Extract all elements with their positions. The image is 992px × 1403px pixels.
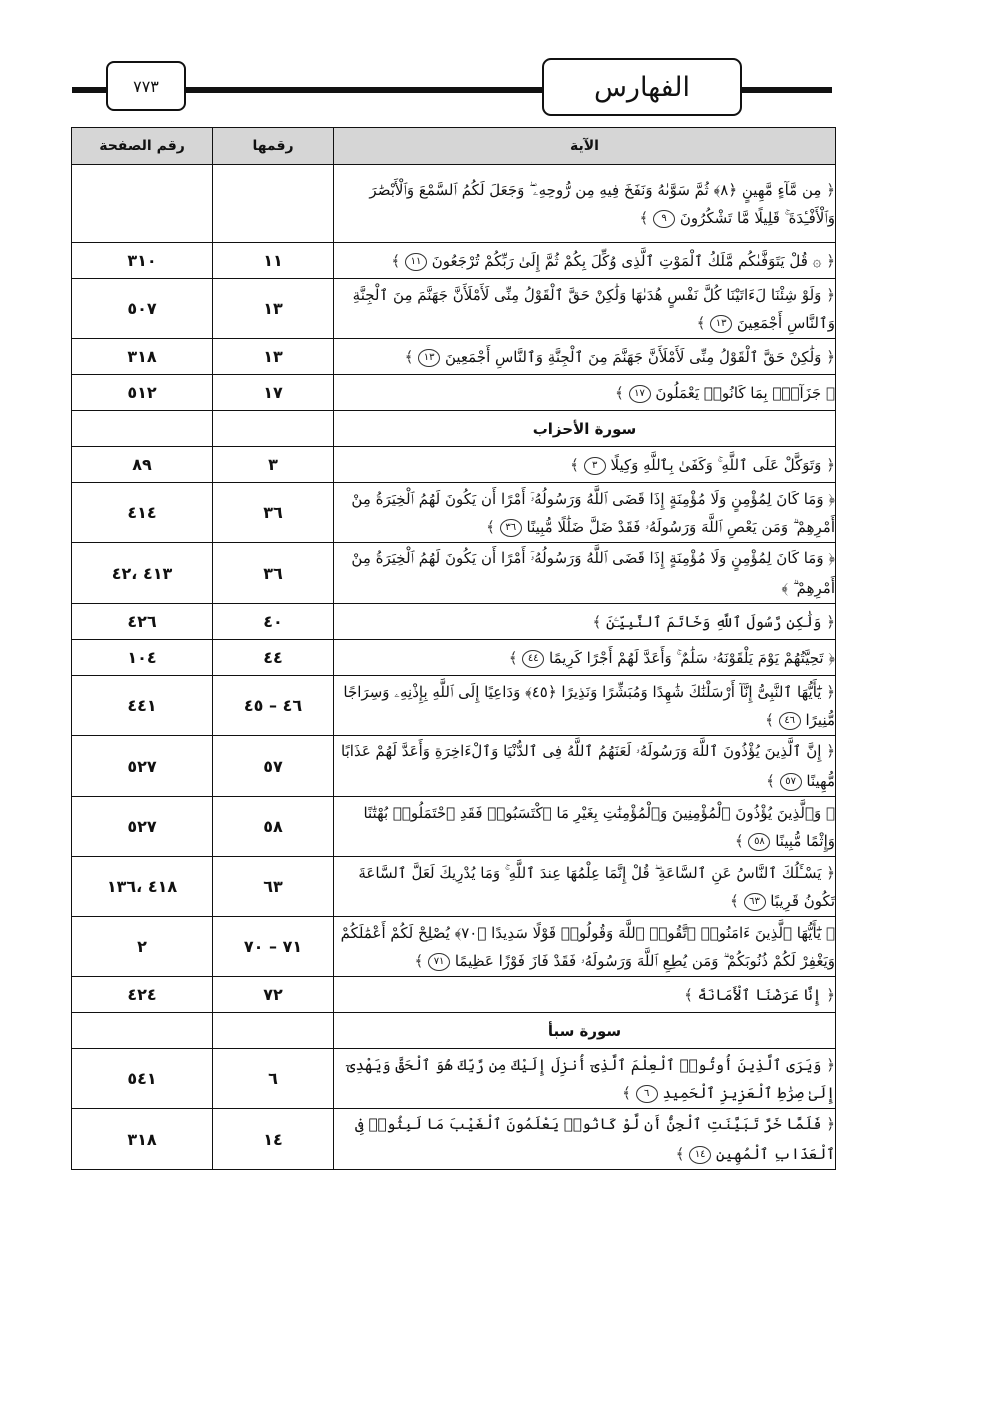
verse-number-marker: ٩ [653,210,675,228]
verse-text: وَلَوْ شِئْنَا لَءَاتَيْنَا كُلَّ نَفْسٍ هُدَىٰهَا وَلَٰكِنْ حَقَّ ٱلْقَوْلُ مِنِّى لَأَمْلَأَنَّ جَهَنَّمَ مِنَ ٱلْجِنَّةِ وَٱلنَّاسِ أَجْمَعِينَ [352,285,835,332]
cell-ayah [334,375,836,411]
open-bracket-icon: ﴿ [821,863,835,882]
cell-number: ٣ [213,447,334,483]
cell-number [213,1013,334,1049]
close-bracket-icon: ﴾ [508,648,523,667]
page-title: الفهارس [542,58,742,116]
cell-number: ١١ [213,243,334,279]
close-bracket-icon: ﴾ [639,208,654,227]
cell-page: ٤٢٦ [72,604,213,640]
cell-number: ١٤ [213,1109,334,1170]
cell-ayah [334,797,836,857]
table-row [72,483,836,543]
table-row [72,1049,836,1109]
open-bracket-icon: ﴿ [821,682,835,701]
table-header-row [72,128,836,165]
table-row [72,339,836,375]
cell-number: ٦ [213,1049,334,1109]
open-bracket-icon: ﴿ [821,285,835,304]
cell-ayah [334,543,836,604]
open-bracket-icon: ﴿ [821,612,835,631]
column-header-ayah: الآية [334,128,836,165]
verse-number-marker: ٣ [584,457,606,475]
cell-page [72,411,213,447]
open-bracket-icon: ﴿ [821,923,835,942]
table-row [72,279,836,339]
column-header-page: رقم الصفحة [72,128,213,165]
cell-page: ٢ [72,917,213,977]
verse-text: ۞ قُلْ يَتَوَفَّىٰكُم مَّلَكُ ٱلْمَوْتِ ٱلَّذِى وُكِّلَ بِكُمْ ثُمَّ إِلَىٰ رَبِّكُمْ تُرْجَعُونَ [431,251,822,270]
cell-ayah [334,857,836,917]
table-row [72,797,836,857]
cell-number [213,165,334,243]
cell-ayah [334,676,836,736]
cell-page [72,165,213,243]
close-bracket-icon: ﴾ [486,517,500,536]
cell-number: ٣٦ [213,483,334,543]
cell-number: ٤٤ [213,640,334,676]
open-bracket-icon: ﴿ [821,1115,835,1133]
open-bracket-icon: ﴿ [821,251,835,270]
close-bracket-icon: ﴾ [684,985,698,1004]
verse-number-marker: ١٤ [689,1146,711,1164]
cell-ayah [334,1109,836,1170]
table-row [72,857,836,917]
cell-ayah [334,339,836,375]
cell-ayah [334,243,836,279]
cell-ayah [334,604,836,640]
cell-number: ١٧ [213,375,334,411]
close-bracket-icon: ﴾ [622,1083,636,1102]
surah-heading: سورة الأحزاب [334,411,836,447]
open-bracket-icon: ﴿ [821,455,835,474]
table-row [72,1109,836,1170]
verse-text: إِنَّا عَرَضْنَا ٱلْأَمَانَةَ [697,985,822,1004]
close-bracket-icon: ﴾ [414,951,429,970]
verse-number-marker: ١١ [405,253,427,271]
table-row [72,917,836,977]
verse-text: وَلَٰكِن رَّسُولَ ٱللَّهِ وَخَاتَمَ ٱلنَّبِيِّـۧنَ [606,612,822,631]
close-bracket-icon: ﴾ [696,313,711,332]
verse-number-marker: ٥٧ [780,773,802,791]
cell-page: ٥٢٧ [72,736,213,797]
verse-text: وَمَا كَانَ لِمُؤْمِنٍ وَلَا مُؤْمِنَةٍ إِذَا قَضَى ٱللَّهُ وَرَسُولُهُۥٓ أَمْرًا أَن يَكُونَ لَهُمُ ٱلْخِيَرَةُ مِنْ أَمْرِهِمْ ۗ وَمَن يَعْصِ ٱللَّهَ وَرَسُولَهُۥ فَقَدْ ضَلَّ ضَلَٰلًا مُّبِينًا [351,489,835,536]
verse-text: وَتَوَكَّلْ عَلَى ٱللَّهِ ۚ وَكَفَىٰ بِٱللَّهِ وَكِيلًا [610,455,822,474]
cell-ayah [334,736,836,797]
cell-number: ٧١ – ٧٠ [213,917,334,977]
cell-page: ٣١٨ [72,1109,213,1170]
cell-page: ٨٩ [72,447,213,483]
cell-number: ٤٠ [213,604,334,640]
close-bracket-icon: ﴾ [765,710,779,729]
cell-page: ٤١٣ ،٤٢ [72,543,213,604]
verse-number-marker: ٤٤ [522,650,544,668]
cell-ayah [334,640,836,676]
close-bracket-icon: ﴾ [781,579,793,597]
cell-number: ٥٧ [213,736,334,797]
close-bracket-icon: ﴾ [404,347,419,366]
cell-page: ٤١٨ ،١٣٦ [72,857,213,917]
table-row [72,604,836,640]
close-bracket-icon: ﴾ [729,891,744,910]
verse-number-marker: ٣٦ [500,519,522,537]
cell-number: ٣٦ [213,543,334,604]
close-bracket-icon: ﴾ [675,1145,690,1163]
verse-text: يَٰٓأَيُّهَا ٱلنَّبِىُّ إِنَّآ أَرْسَلْنَٰكَ شَٰهِدًا وَمُبَشِّرًا وَنَذِيرًا ﴿٤٥﴾ وَدَاعِيًا إِلَى ٱللَّهِ بِإِذْنِهِۦ وَسِرَاجًا مُّنِيرًا [343,682,835,729]
table-row [72,736,836,797]
verse-text: وَلَٰكِنْ حَقَّ ٱلْقَوْلُ مِنِّى لَأَمْلَأَنَّ جَهَنَّمَ مِنَ ٱلْجِنَّةِ وَٱلنَّاسِ أَجْمَعِينَ [444,347,822,366]
verse-number-marker: ١٧ [629,385,651,403]
verse-number-marker: ٦ [636,1085,658,1103]
verse-text: مِن مَّآءٍ مَّهِينٍ ﴿٨﴾ ثُمَّ سَوَّىٰهُ وَنَفَخَ فِيهِ مِن رُّوحِهِۦ ۖ وَجَعَلَ لَكُمُ ٱلسَّمْعَ وَٱلْأَبْصَٰرَ وَٱلْأَفْـِٔدَةَ ۚ قَلِيلًا مَّا تَشْكُرُونَ [369,180,835,227]
table-row [72,977,836,1013]
open-bracket-icon: ﴿ [823,489,835,508]
cell-page: ٣١٠ [72,243,213,279]
cell-page: ٤١٤ [72,483,213,543]
cell-ayah [334,917,836,977]
cell-ayah [334,279,836,339]
open-bracket-icon: ﴿ [821,180,835,199]
cell-number: ١٣ [213,339,334,375]
close-bracket-icon: ﴾ [734,831,749,850]
cell-page: ١٠٤ [72,640,213,676]
table-row [72,640,836,676]
column-header-number: رقمها [213,128,334,165]
close-bracket-icon: ﴾ [570,455,584,474]
cell-number: ٧٢ [213,977,334,1013]
verse-number-marker: ١٣ [710,315,732,333]
verse-text: وَٱلَّذِينَ يُؤْذُونَ ٱلْمُؤْمِنِينَ وَٱلْمُؤْمِنَٰتِ بِغَيْرِ مَا ٱكْتَسَبُوا۟ فَقَدِ ٱحْتَمَلُوا۟ بُهْتَٰنًا وَإِثْمًا مُّبِينًا [363,803,835,850]
verse-number-marker: ١٣ [418,349,440,367]
cell-number: ٤٦ – ٤٥ [213,676,334,736]
verse-text: وَيَرَى ٱلَّذِينَ أُوتُوا۟ ٱلْعِلْمَ ٱلَّذِىٓ أُنزِلَ إِلَيْكَ مِن رَّبِّكَ هُوَ ٱلْحَقَّ وَيَهْدِىٓ إِلَىٰ صِرَٰطِ ٱلْعَزِيزِ ٱلْحَمِيدِ [346,1055,835,1102]
verse-text: تَحِيَّتُهُمْ يَوْمَ يَلْقَوْنَهُۥ سَلَٰمٌ ۚ وَأَعَدَّ لَهُمْ أَجْرًا كَرِيمًا [549,648,824,667]
cell-number [213,411,334,447]
cell-page: ٤٢٤ [72,977,213,1013]
verse-text: فَلَمَّا خَرَّ تَبَيَّنَتِ ٱلْجِنُّ أَن لَّوْ كَانُوا۟ يَعْلَمُونَ ٱلْغَيْبَ مَا لَبِثُوا۟ فِى ٱلْعَذَابِ ٱلْمُهِينِ [355,1115,835,1163]
cell-page [72,1013,213,1049]
cell-page: ٤٤١ [72,676,213,736]
cell-ayah [334,447,836,483]
open-bracket-icon: ﴿ [821,347,835,366]
verse-text: يَسْـَٔلُكَ ٱلنَّاسُ عَنِ ٱلسَّاعَةِ ۖ قُلْ إِنَّمَا عِلْمُهَا عِندَ ٱللَّهِ ۚ وَمَا يُدْرِيكَ لَعَلَّ ٱلسَّاعَةَ تَكُونُ قَرِيبًا [358,863,835,910]
verse-number-marker: ٧١ [428,953,450,971]
verse-number-marker: ٥٨ [748,833,770,851]
cell-page: ٥١٢ [72,375,213,411]
table-row [72,243,836,279]
table-row [72,676,836,736]
page-number: ٧٧٣ [106,61,186,111]
close-bracket-icon: ﴾ [766,772,780,790]
cell-number: ٥٨ [213,797,334,857]
cell-page: ٣١٨ [72,339,213,375]
table-row [72,543,836,604]
verse-text: وَمَا كَانَ لِمُؤْمِنٍ وَلَا مُؤْمِنَةٍ إِذَا قَضَى ٱللَّهُ وَرَسُولُهُۥٓ أَمْرًا أَن يَكُونَ لَهُمُ ٱلْخِيَرَةُ مِنْ أَمْرِهِمْ ۗ [351,549,835,597]
open-bracket-icon: ﴿ [821,383,835,402]
surah-heading: سورة سبأ [334,1013,836,1049]
cell-number: ٦٣ [213,857,334,917]
table-row [72,447,836,483]
table-row [72,165,836,243]
verse-text: إِنَّ ٱلَّذِينَ يُؤْذُونَ ٱللَّهَ وَرَسُولَهُۥ لَعَنَهُمُ ٱللَّهُ فِى ٱلدُّنْيَا وَٱلْءَاخِرَةِ وَأَعَدَّ لَهُمْ عَذَابًا مُّهِينًا [341,742,835,790]
surah-heading-row [72,411,836,447]
cell-ayah [334,977,836,1013]
table-row [72,375,836,411]
open-bracket-icon: ﴿ [823,549,835,567]
close-bracket-icon: ﴾ [614,383,629,402]
cell-number: ١٣ [213,279,334,339]
open-bracket-icon: ﴿ [823,648,835,667]
open-bracket-icon: ﴿ [821,803,835,822]
verse-text: يَٰٓأَيُّهَا ٱلَّذِينَ ءَامَنُوا۟ ٱتَّقُوا۟ ٱللَّهَ وَقُولُوا۟ قَوْلًا سَدِيدًا ﴿٧٠﴾ يُصْلِحْ لَكُمْ أَعْمَٰلَكُمْ وَيَغْفِرْ لَكُمْ ذُنُوبَكُمْ ۗ وَمَن يُطِعِ ٱللَّهَ وَرَسُولَهُۥ فَقَدْ فَازَ فَوْزًا عَظِيمًا [340,923,835,970]
open-bracket-icon: ﴿ [821,985,835,1004]
cell-ayah [334,165,836,243]
cell-page: ٥٤١ [72,1049,213,1109]
cell-ayah [334,483,836,543]
cell-page: ٥٢٧ [72,797,213,857]
open-bracket-icon: ﴿ [821,742,835,760]
verse-text: جَزَآءًۢ بِمَا كَانُوا۟ يَعْمَلُونَ [655,383,822,402]
cell-page: ٥٠٧ [72,279,213,339]
close-bracket-icon: ﴾ [592,612,606,631]
verse-index-table [71,127,836,1170]
surah-heading-row [72,1013,836,1049]
verse-number-marker: ٦٣ [744,893,766,911]
cell-ayah [334,1049,836,1109]
verse-number-marker: ٤٦ [779,712,801,730]
table-body [72,165,836,1170]
close-bracket-icon: ﴾ [391,251,405,270]
open-bracket-icon: ﴿ [821,1055,835,1074]
